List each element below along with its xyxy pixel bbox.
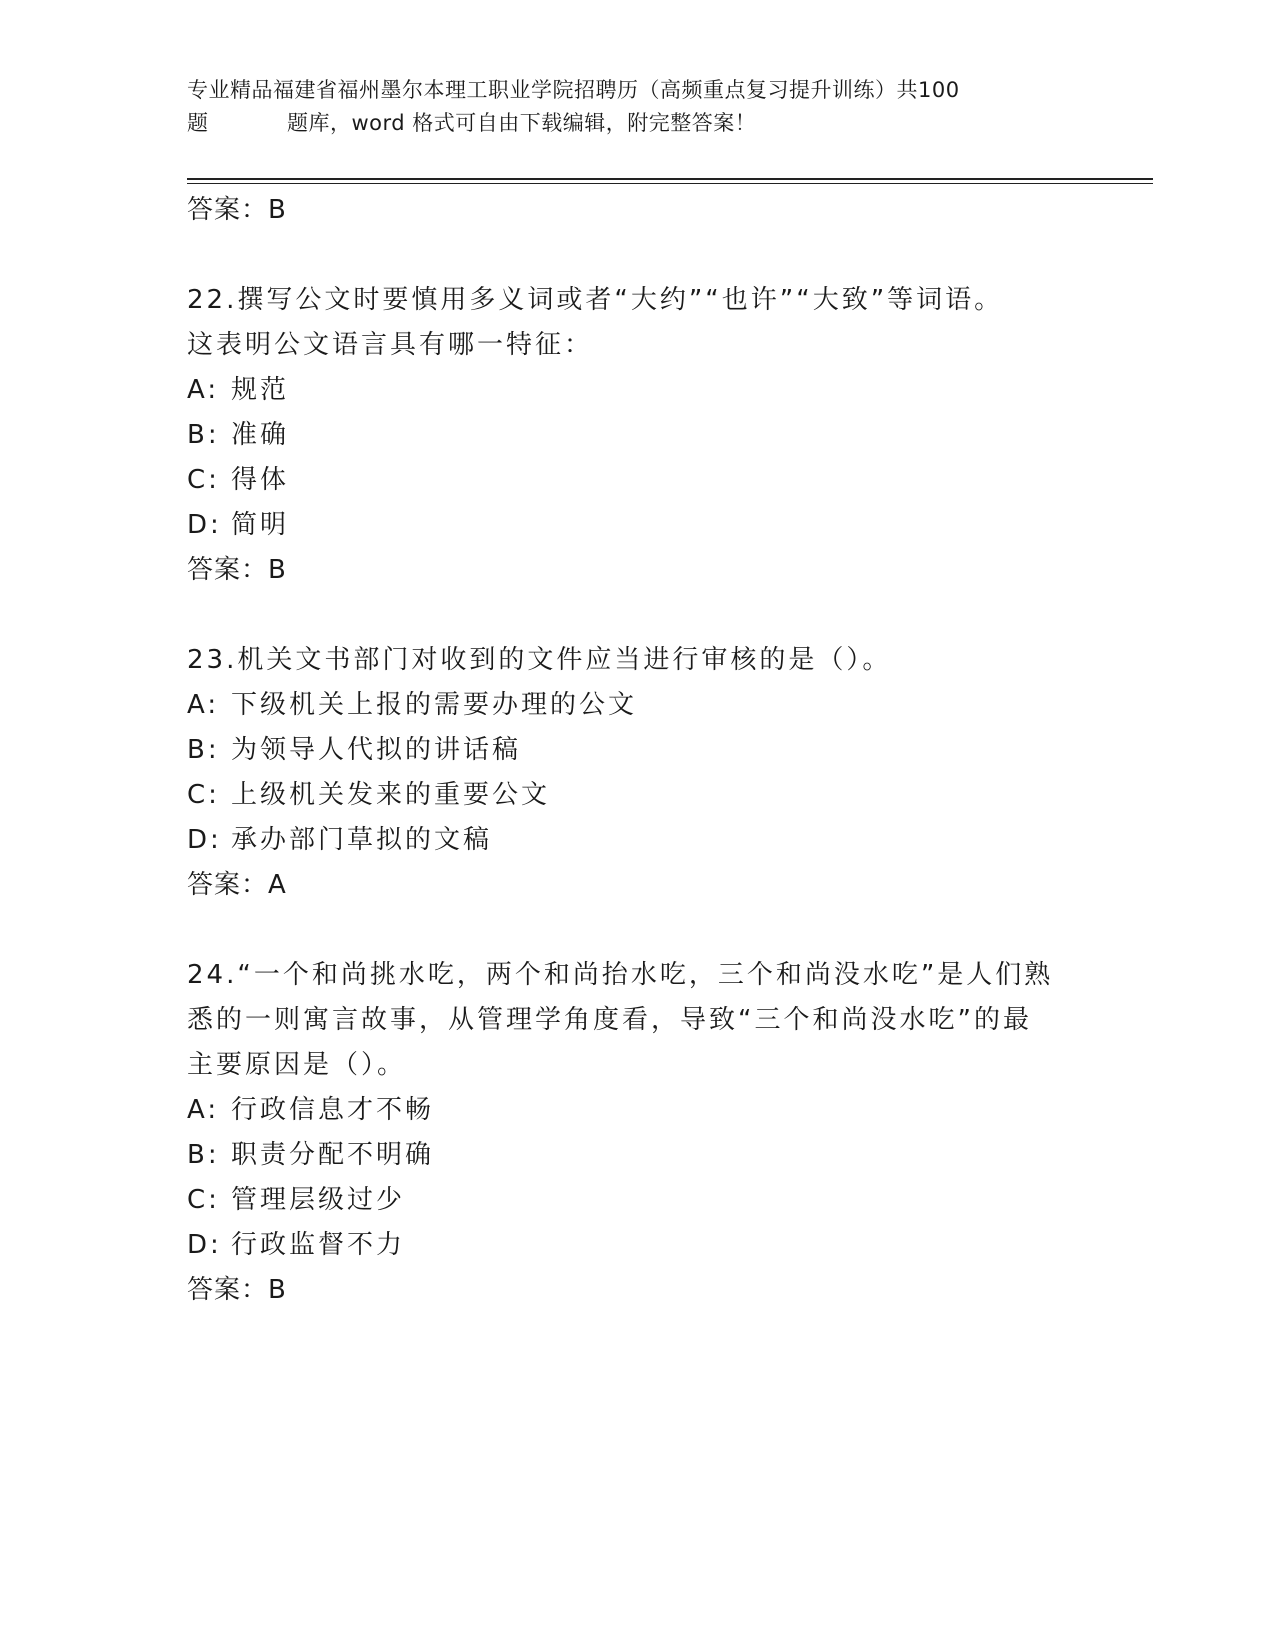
header-line2-right: 题库，word 格式可自由下载编辑，附完整答案！ [287, 111, 757, 135]
option-b [187, 728, 1087, 773]
option-text: 规范 [231, 375, 290, 405]
option-d [187, 1223, 1087, 1268]
option-letter: A: [187, 690, 220, 720]
option-letter: D: [187, 1230, 222, 1260]
question-answer: 答案：A [187, 870, 287, 900]
question-stem-line: 悉的一则寓言故事，从管理学角度看，导致“三个和尚没水吃”的最 [187, 1005, 1032, 1035]
option-d [187, 503, 1087, 548]
option-a [187, 368, 1087, 413]
option-letter: D: [187, 510, 222, 540]
option-c [187, 1178, 1087, 1223]
header-title-line1: 专业精品福建省福州墨尔本理工职业学院招聘历（高频重点复习提升训练）共100 [187, 78, 960, 102]
header-title-line2 [187, 107, 1087, 140]
question-stem-line: 22.撰写公文时要慎用多义词或者“大约”“也许”“大致”等词语。 [187, 285, 1004, 315]
option-text: 承办部门草拟的文稿 [231, 825, 493, 855]
option-letter: C: [187, 1185, 220, 1215]
question-stem-line: 23.机关文书部门对收到的文件应当进行审核的是（）。 [187, 645, 892, 675]
option-letter: A: [187, 1095, 220, 1125]
option-text: 下级机关上报的需要办理的公文 [231, 690, 638, 720]
question-stem-line: 这表明公文语言具有哪一特征： [187, 330, 594, 360]
option-letter: D: [187, 825, 222, 855]
option-text: 职责分配不明确 [231, 1140, 435, 1170]
question-stem-line: 主要原因是（）。 [187, 1050, 407, 1080]
option-text: 准确 [231, 420, 290, 450]
question-answer: 答案：B [187, 555, 287, 585]
option-a [187, 683, 1087, 728]
question-24 [187, 953, 1087, 1313]
option-text: 上级机关发来的重要公文 [231, 780, 551, 810]
previous-answer: 答案：B [187, 195, 287, 225]
option-text: 得体 [231, 465, 290, 495]
question-stem-line: 24.“一个和尚挑水吃，两个和尚抬水吃，三个和尚没水吃”是人们熟 [187, 960, 1054, 990]
header-line2-left: 题 [187, 111, 209, 135]
header-divider-thick [187, 178, 1153, 180]
option-letter: A: [187, 375, 220, 405]
option-b [187, 413, 1087, 458]
option-text: 行政信息才不畅 [231, 1095, 435, 1125]
option-a [187, 1088, 1087, 1133]
option-c [187, 773, 1087, 818]
header-divider-thin [187, 183, 1153, 184]
option-c [187, 458, 1087, 503]
option-letter: B: [187, 735, 220, 765]
option-letter: C: [187, 465, 220, 495]
option-b [187, 1133, 1087, 1178]
document-body [187, 188, 1087, 1313]
option-text: 行政监督不力 [231, 1230, 406, 1260]
question-23 [187, 638, 1087, 908]
option-text: 管理层级过少 [231, 1185, 406, 1215]
question-answer: 答案：B [187, 1275, 287, 1305]
question-22 [187, 278, 1087, 593]
option-text: 为领导人代拟的讲话稿 [231, 735, 522, 765]
option-text: 简明 [231, 510, 290, 540]
option-letter: B: [187, 420, 220, 450]
option-letter: B: [187, 1140, 220, 1170]
page-header [187, 74, 1087, 140]
option-letter: C: [187, 780, 220, 810]
option-d [187, 818, 1087, 863]
